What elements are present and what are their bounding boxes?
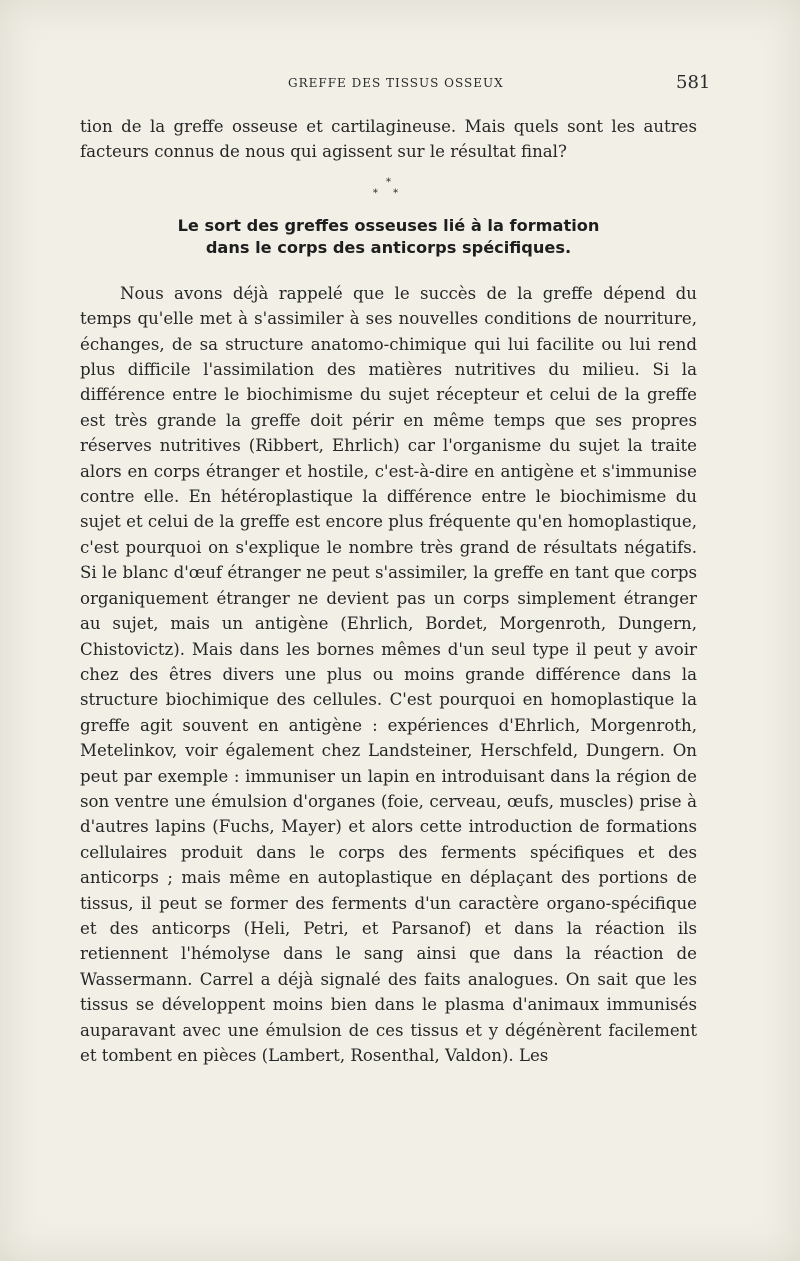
- section-body: [80, 281, 697, 1069]
- asterism-top: *: [386, 176, 391, 188]
- intro-block: [80, 114, 697, 165]
- section-heading: [80, 215, 697, 259]
- page-header: [0, 74, 800, 98]
- intro-paragraph: tion de la greffe osseuse et cartilagineuse. Mais quels sont les autres facteurs connus de nous qui agissent sur le résultat final?: [80, 117, 697, 162]
- asterism-divider: [80, 177, 697, 199]
- body-paragraph: Nous avons déjà rappelé que le succès de la greffe dépend du temps qu'elle met à s'assimiler à ses nouvelles conditions de nourriture, échanges, de sa structure anatomo-chimique qui lui facilite ou lui rend plus difficile l'assimilation des matières nutritives du milieu. Si la différence entre le biochimisme du sujet récepteur et celui de la greffe est très grande la greffe doit périr en même temps que ses propres réserves nutritives (Ribbert, Ehrlich) car l'organisme du sujet la traite alors en corps étranger et hostile, c'est-à-dire en antigène et s'immunise contre elle. En hétéroplastique la différence entre le biochimisme du sujet et celui de la greffe est encore plus fréquente qu'en homoplastique, c'est pourquoi on s'explique le nombre très grand de résultats négatifs. Si le blanc d'œuf étranger ne peut s'assimiler, la greffe en tant que corps organiquement étranger ne devient pas un corps simplement étranger au sujet, mais un antigène (Ehrlich, Bordet, Morgenroth, Dungern, Chistovictz). Mais dans les bornes mêmes d'un seul type il peut y avoir chez des êtres divers une plus ou moins grande différence dans la structure biochimique des cellules. C'est pourquoi en homoplastique la greffe agit souvent en antigène : expériences d'Ehrlich, Morgenroth, Metelinkov, voir également chez Landsteiner, Herschfeld, Dungern. On peut par exemple : immuniser un lapin en introduisant dans la région de son ventre une émulsion d'organes (foie, cerveau, œufs, muscles) prise à d'autres lapins (Fuchs, Mayer) et alors cette introduction de formations cellulaires produit dans le corps des ferments spécifiques et des anticorps ; mais même en autoplastique en déplaçant des portions de tissus, il peut se former des ferments d'un caractère organo-spécifique et des anticorps (Heli, Petri, et Parsanof) et dans la réaction ils retiennent l'hémolyse dans le sang ainsi que dans la réaction de Wassermann. Carrel a déjà signalé des faits analogues. On sait que les tissus se développent moins bien dans le plasma d'animaux immunisés auparavant avec une émulsion de ces tissus et y dégénèrent facilement et tombent en pièces (Lambert, Rosenthal, Valdon). Les: [80, 283, 697, 1065]
- asterism-bottom: * *: [372, 187, 405, 199]
- page-number: 581: [676, 72, 711, 93]
- page-content: [80, 114, 697, 1068]
- section-heading-line2: dans le corps des anticorps spécifiques.: [205, 237, 572, 257]
- running-title: GREFFE DES TISSUS OSSEUX: [288, 76, 504, 90]
- section-heading-line1: Le sort des greffes osseuses lié à la formation: [177, 215, 600, 235]
